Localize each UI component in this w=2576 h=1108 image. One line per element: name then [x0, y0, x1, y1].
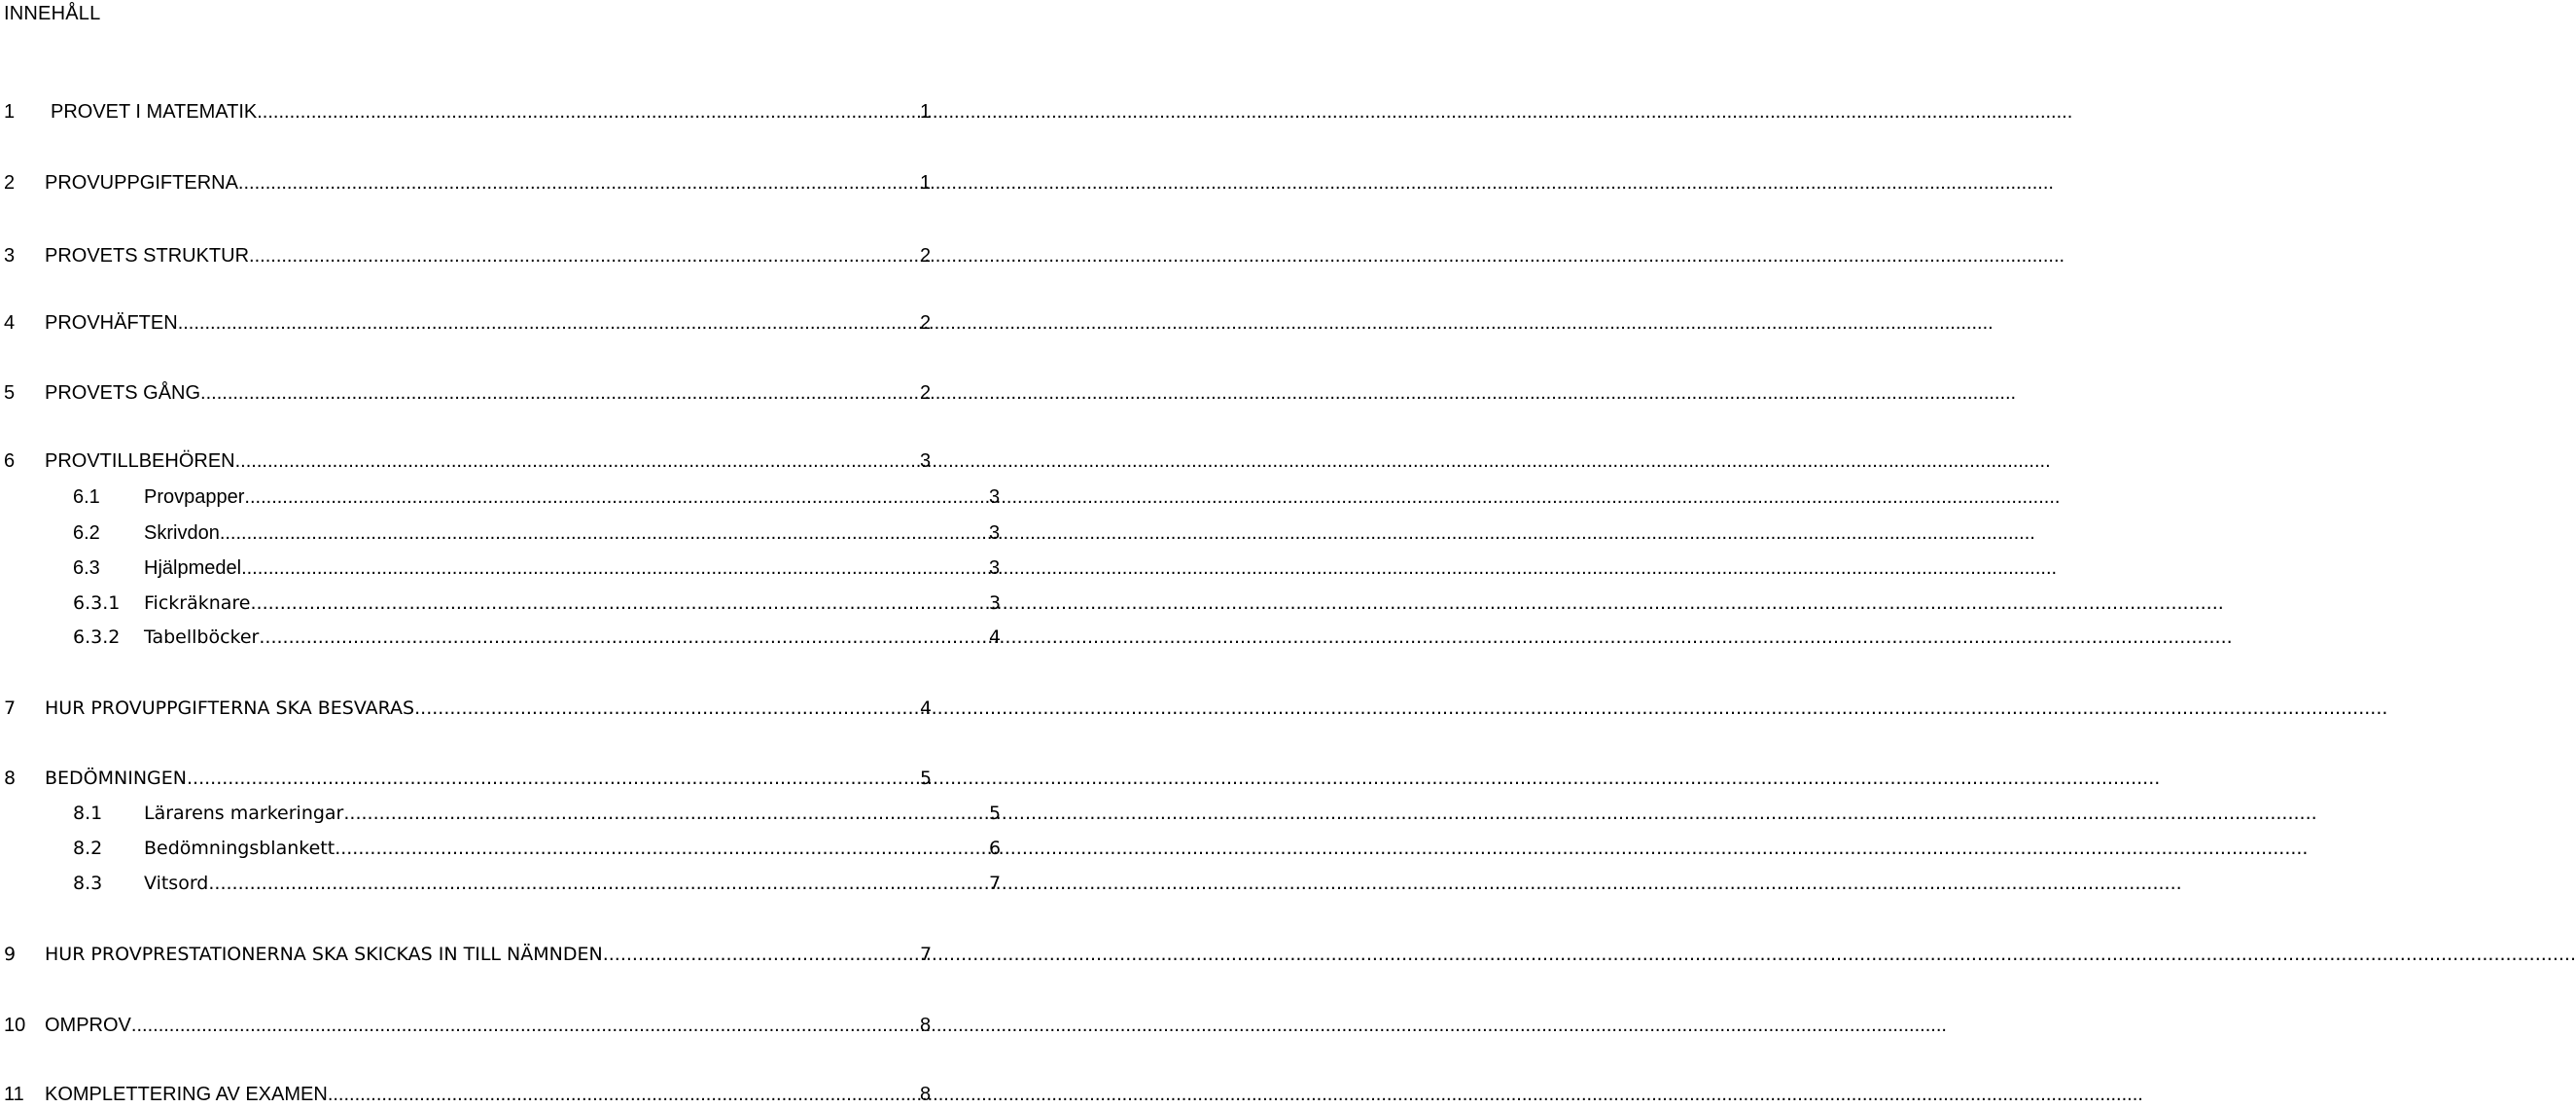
toc-entry-label: Skrivdon — [144, 522, 220, 544]
dot-leader — [178, 309, 918, 337]
toc-entry[interactable] — [0, 242, 939, 269]
toc-entry-page-number: 5 — [989, 803, 1002, 824]
toc-entry-label: BEDÖMNINGEN — [45, 768, 187, 789]
toc-entry[interactable] — [0, 870, 1008, 897]
toc-entry-number: 6.3 — [73, 557, 100, 579]
toc-entry-page-number: 8 — [920, 1084, 932, 1105]
toc-entry-page-number: 2 — [920, 382, 932, 404]
toc-entry-label: PROVUPPGIFTERNA — [45, 172, 238, 194]
dot-leader — [328, 1081, 918, 1108]
toc-entry-number: 11 — [4, 1084, 24, 1105]
toc-entry-label: Tabellböcker — [144, 626, 260, 648]
toc-entry-page-number: 3 — [989, 557, 1001, 579]
toc-entry[interactable] — [0, 447, 939, 475]
dot-leader — [343, 800, 987, 827]
dot-leader — [241, 554, 987, 582]
toc-entry-label: PROVHÄFTEN — [45, 312, 178, 334]
toc-entry-number: 1 — [4, 101, 16, 123]
toc-entry-page-number: 1 — [920, 172, 932, 194]
toc-entry[interactable] — [0, 590, 1008, 617]
toc-entry[interactable] — [0, 800, 1008, 827]
toc-entry[interactable] — [0, 624, 1008, 651]
toc-entry-page-number: 4 — [989, 626, 1002, 648]
document-page — [0, 0, 1002, 1107]
toc-entry-page-number: 3 — [989, 522, 1001, 544]
toc-entry[interactable] — [0, 765, 939, 792]
dot-leader — [244, 483, 987, 511]
toc-entry[interactable] — [0, 169, 939, 197]
toc-entry-number: 6 — [4, 450, 16, 472]
dot-leader — [235, 447, 918, 475]
toc-entry-page-number: 5 — [920, 768, 933, 789]
dot-leader — [238, 169, 918, 197]
toc-entry-number: 5 — [4, 382, 16, 404]
toc-entry[interactable] — [0, 941, 939, 968]
toc-title: INNEHÅLL — [4, 3, 101, 24]
toc-entry[interactable] — [0, 483, 1008, 511]
toc-entry[interactable] — [0, 379, 939, 407]
toc-entry-label: PROVET I MATEMATIK — [51, 101, 258, 123]
toc-list — [0, 0, 1002, 1107]
toc-entry-number: 6.1 — [73, 486, 100, 508]
toc-entry-page-number: 3 — [989, 486, 1001, 508]
dot-leader — [200, 379, 918, 407]
dot-leader — [335, 835, 987, 862]
toc-entry-number: 8 — [4, 768, 17, 789]
toc-entry-number: 2 — [4, 172, 16, 194]
toc-entry-number: 8.1 — [73, 803, 103, 824]
dot-leader — [249, 242, 918, 269]
toc-entry[interactable] — [0, 519, 1008, 547]
dot-leader — [131, 1012, 918, 1039]
toc-entry-page-number: 7 — [989, 873, 1002, 894]
dot-leader — [220, 519, 987, 547]
toc-entry-number: 9 — [4, 944, 17, 965]
toc-entry-label: Provpapper — [144, 486, 245, 508]
toc-entry-number: 7 — [4, 697, 17, 719]
toc-entry[interactable] — [0, 1081, 939, 1108]
toc-entry-label: PROVETS GÅNG — [45, 382, 201, 404]
toc-entry-label: PROVTILLBEHÖREN — [45, 450, 235, 472]
toc-entry-page-number: 2 — [920, 312, 932, 334]
toc-entry-number: 6.3.2 — [73, 626, 121, 648]
dot-leader — [187, 765, 918, 792]
toc-entry-page-number: 8 — [920, 1015, 932, 1036]
toc-entry-label: OMPROV — [45, 1015, 131, 1036]
toc-entry-label: Vitsord — [144, 873, 209, 894]
dot-leader — [414, 695, 918, 722]
toc-entry-number: 6.3.1 — [73, 592, 121, 614]
toc-entry-page-number: 4 — [920, 697, 933, 719]
toc-entry-number: 3 — [4, 245, 16, 267]
toc-entry-page-number: 7 — [920, 944, 933, 965]
toc-entry[interactable] — [0, 1012, 939, 1039]
toc-entry[interactable] — [0, 98, 939, 125]
toc-entry-number: 8.2 — [73, 838, 103, 859]
toc-entry-page-number: 3 — [989, 592, 1002, 614]
toc-entry-number: 10 — [4, 1015, 26, 1036]
toc-entry-number: 4 — [4, 312, 16, 334]
dot-leader — [603, 941, 918, 968]
dot-leader — [257, 98, 918, 125]
toc-entry-number: 8.3 — [73, 873, 103, 894]
toc-entry-page-number: 6 — [989, 838, 1002, 859]
toc-entry-label: HUR PROVUPPGIFTERNA SKA BESVARAS — [45, 697, 415, 719]
toc-entry-label: Hjälpmedel — [144, 557, 242, 579]
toc-entry[interactable] — [0, 695, 939, 722]
toc-entry-label: Lärarens markeringar — [144, 803, 344, 824]
dot-leader — [259, 624, 987, 651]
toc-entry-number: 6.2 — [73, 522, 100, 544]
toc-entry-label: Fickräknare — [144, 592, 251, 614]
toc-entry-page-number: 1 — [920, 101, 932, 123]
toc-entry[interactable] — [0, 309, 939, 337]
toc-entry-label: Bedömningsblankett — [144, 838, 335, 859]
toc-entry[interactable] — [0, 835, 1008, 862]
toc-entry[interactable] — [0, 554, 1008, 582]
toc-entry-label: HUR PROVPRESTATIONERNA SKA SKICKAS IN TILL NÄMNDEN — [45, 944, 603, 965]
toc-entry-page-number: 2 — [920, 245, 932, 267]
toc-entry-label: PROVETS STRUKTUR — [45, 245, 250, 267]
dot-leader — [208, 870, 987, 897]
toc-entry-page-number: 3 — [920, 450, 932, 472]
dot-leader — [251, 590, 987, 617]
toc-entry-label: KOMPLETTERING AV EXAMEN — [45, 1084, 328, 1105]
